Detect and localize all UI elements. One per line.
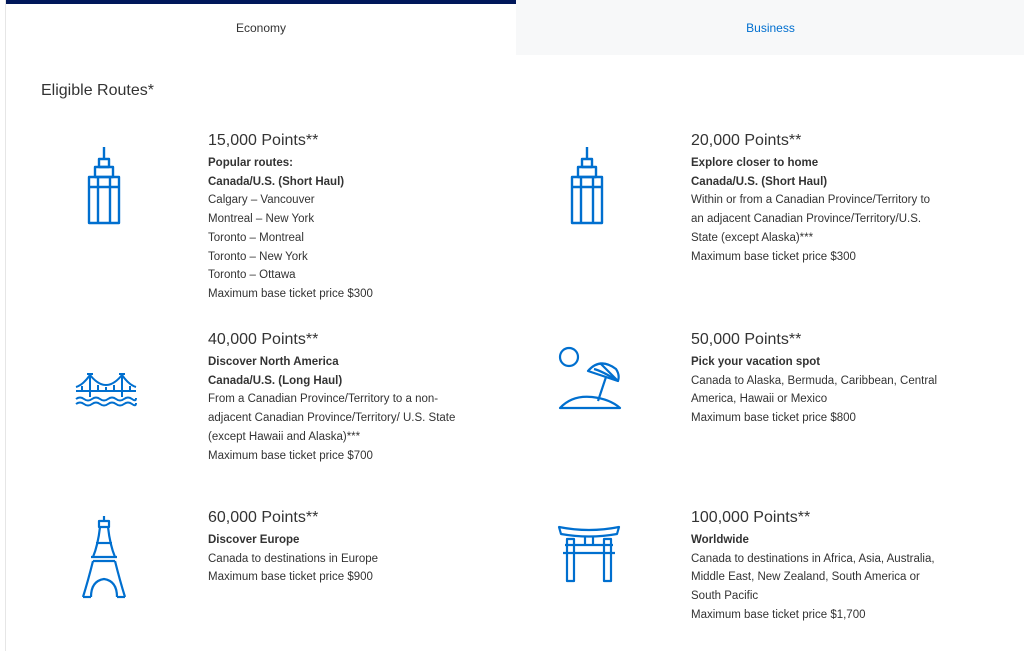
route-subhead: Canada/U.S. (Short Haul): [691, 175, 828, 188]
fare-class-tabs: [6, 0, 1024, 55]
route-headline: Pick your vacation spot: [691, 356, 821, 368]
tab-economy[interactable]: Economy: [6, 0, 516, 55]
route-headline: Discover North America: [208, 356, 339, 368]
route-line: an adjacent Canadian Province/Territory/U.S.: [691, 213, 922, 226]
skyscraper-icon: [567, 145, 607, 225]
route-headline: Discover Europe: [208, 534, 300, 546]
eiffel-tower-icon: [81, 515, 127, 599]
route-headline: Popular routes:: [208, 157, 293, 169]
route-line: From a Canadian Province/Territory to a non-: [208, 393, 439, 406]
route-subhead: Canada/U.S. (Long Haul): [208, 374, 343, 387]
route-line: Within or from a Canadian Province/Territory to: [691, 194, 931, 207]
route-line: South Pacific: [691, 590, 759, 603]
route-line: Montreal – New York: [208, 213, 315, 226]
route-line: Toronto – New York: [208, 250, 308, 263]
bridge-icon: [74, 371, 138, 407]
route-subhead: Canada/U.S. (Short Haul): [208, 175, 345, 188]
points-label: 40,000 Points**: [208, 331, 319, 348]
route-headline: Explore closer to home: [691, 157, 819, 169]
rewards-panel: [5, 0, 1024, 651]
max-price: Maximum base ticket price $700: [208, 449, 373, 462]
route-line: adjacent Canadian Province/Territory/ U.S. State: [208, 412, 456, 425]
skyscraper-icon: [84, 145, 124, 225]
route-line: Calgary – Vancouver: [208, 194, 315, 207]
max-price: Maximum base ticket price $300: [208, 287, 373, 300]
section-title: Eligible Routes*: [41, 82, 154, 99]
route-line: Middle East, New Zealand, South America or: [691, 571, 920, 584]
route-line: Canada to destinations in Europe: [208, 552, 379, 565]
beach-umbrella-icon: [554, 343, 624, 413]
max-price: Maximum base ticket price $800: [691, 412, 856, 425]
route-line: Toronto – Montreal: [208, 231, 304, 244]
torii-gate-icon: [557, 525, 621, 583]
points-label: 50,000 Points**: [691, 331, 802, 348]
points-label: 15,000 Points**: [208, 132, 319, 149]
points-label: 20,000 Points**: [691, 132, 802, 149]
route-line: Toronto – Ottawa: [208, 269, 296, 282]
route-line: Canada to Alaska, Bermuda, Caribbean, Central: [691, 374, 938, 387]
max-price: Maximum base ticket price $1,700: [691, 608, 866, 621]
max-price: Maximum base ticket price $300: [691, 250, 856, 263]
tab-business[interactable]: Business: [516, 0, 1024, 55]
points-label: 100,000 Points**: [691, 509, 811, 526]
points-label: 60,000 Points**: [208, 509, 319, 526]
route-line: (except Hawaii and Alaska)***: [208, 430, 361, 443]
route-line: State (except Alaska)***: [691, 231, 814, 244]
max-price: Maximum base ticket price $900: [208, 571, 373, 584]
route-line: America, Hawaii or Mexico: [691, 393, 828, 406]
route-headline: Worldwide: [691, 534, 749, 546]
route-line: Canada to destinations in Africa, Asia, Australia,: [691, 552, 935, 565]
